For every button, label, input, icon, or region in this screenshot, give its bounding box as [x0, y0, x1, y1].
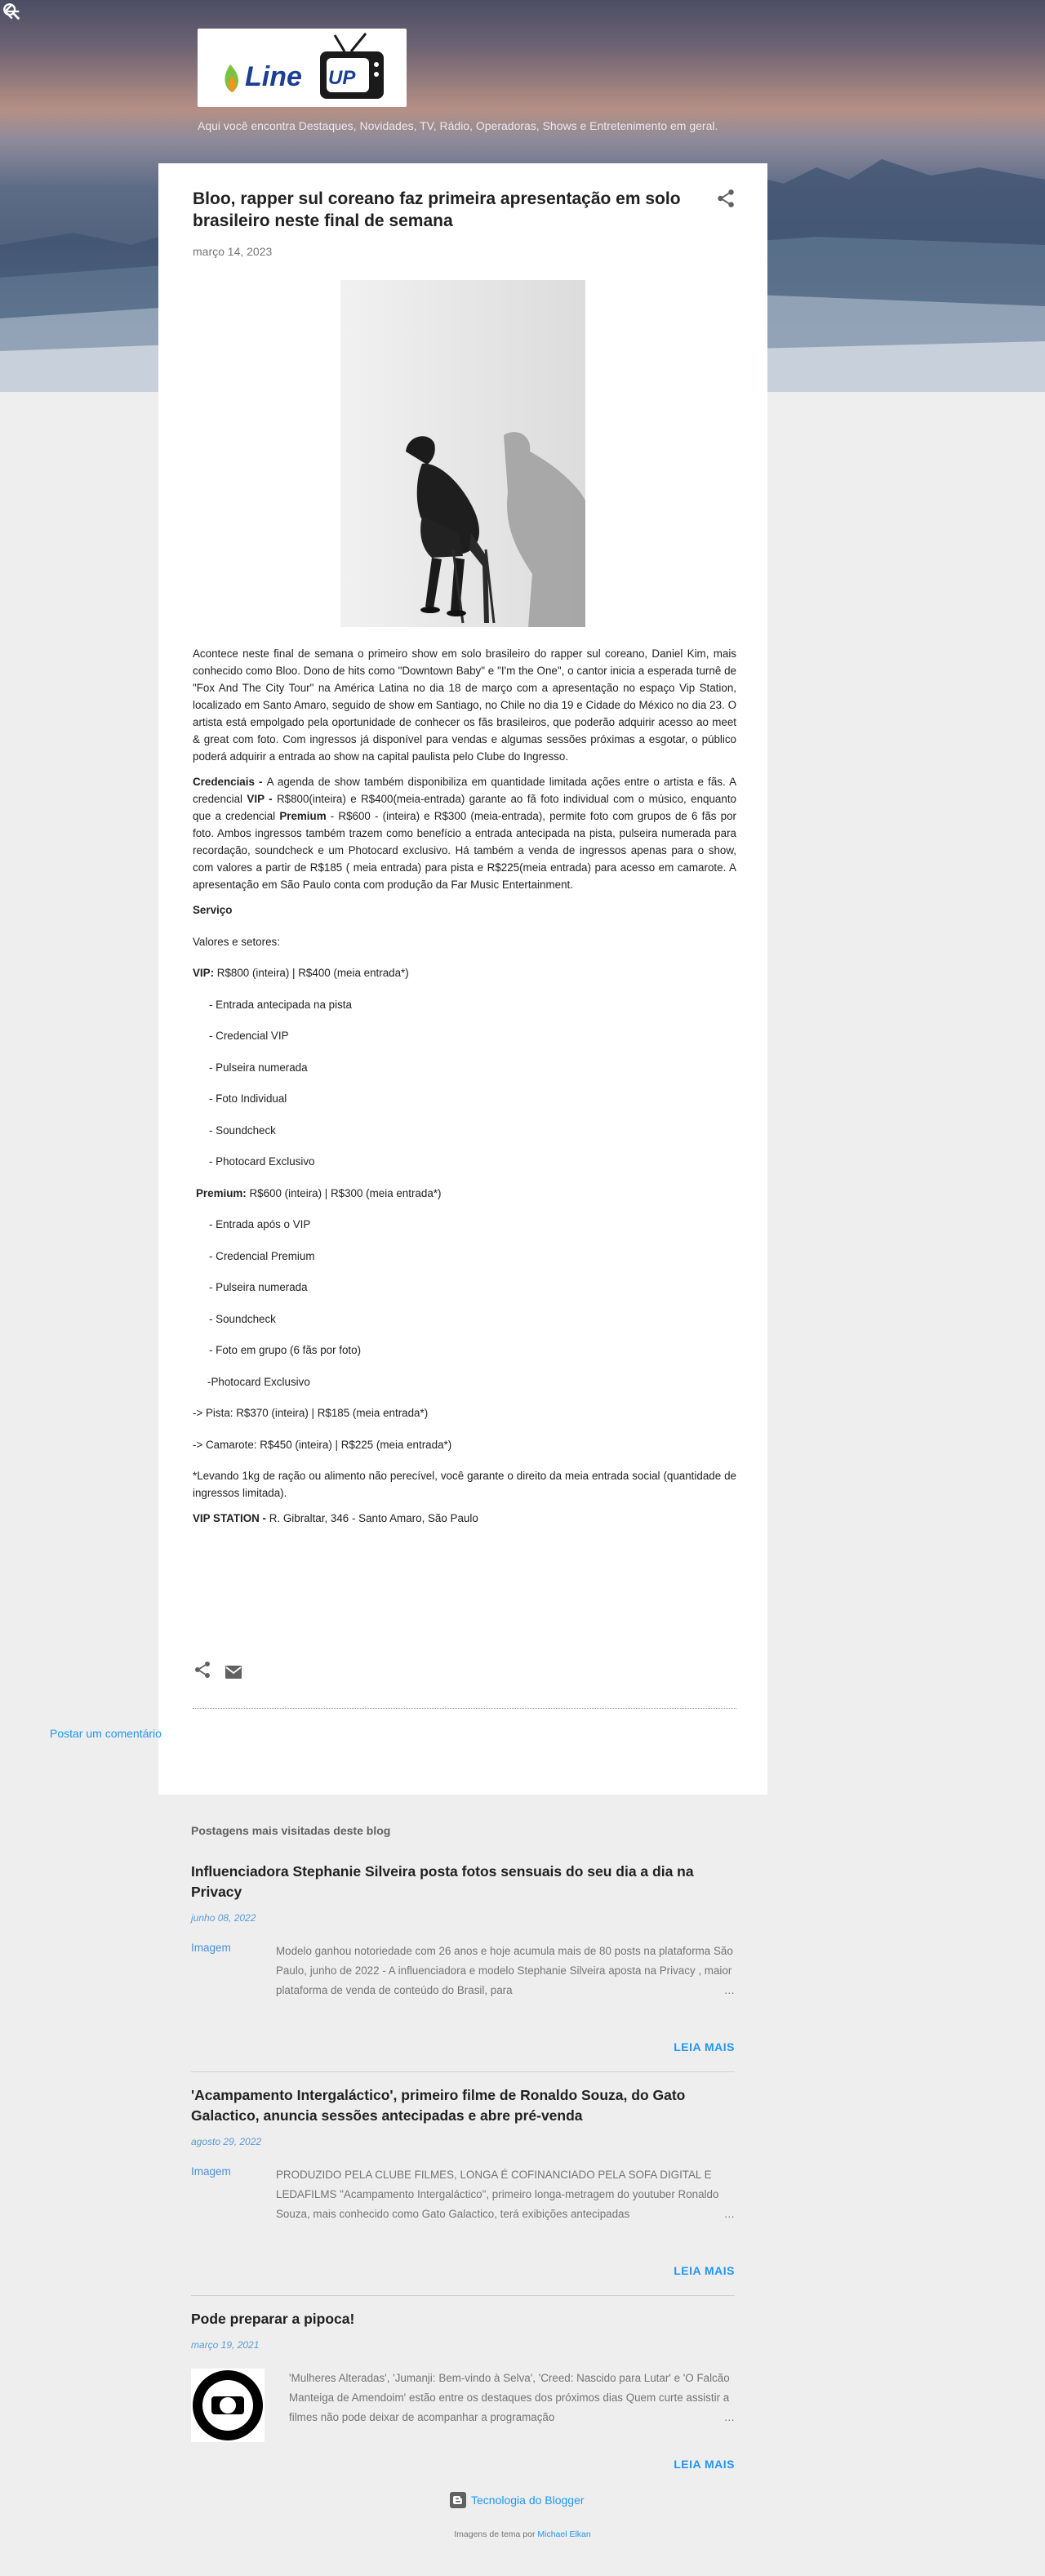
- blogger-label[interactable]: Tecnologia do Blogger: [471, 2494, 585, 2507]
- credenciais-text-c: - R$600 - (inteira) e R$300 (meia-entrada), permite foto com grupos de 6 fãs por foto. Ambos ingressos também trazem como benefício a entrada antecipada na pista, pulseira numerada para recordação, soundcheck e um Photocard exclusivo. Há também a venda de ingressos apenas para o show, com valores a partir de R$185 ( meia entrada) para pista e R$225(meia entrada) para acesso em camarote. A apresentação em São Paulo conta com produção da Far Music Entertainment.: [193, 810, 736, 891]
- post-title: Bloo, rapper sul coreano faz primeira apresentação em solo brasileiro neste final de semana: [193, 189, 681, 230]
- post-divider: [193, 1708, 736, 1709]
- post-photo[interactable]: [340, 280, 585, 627]
- read-more-link[interactable]: LEIA MAIS: [674, 2458, 735, 2471]
- vip-word: VIP -: [247, 793, 277, 805]
- popular-post-snippet: [289, 2369, 735, 2427]
- credenciais-text-b: R$800(inteira) e R$400(meia-entrada) garante ao fã foto individual com o músico, enquanto que a credencial: [193, 793, 736, 822]
- popular-post-title[interactable]: Pode preparar a pipoca!: [191, 2311, 355, 2327]
- post-body: [193, 645, 736, 1542]
- premium-item: - Soundcheck: [209, 1312, 276, 1325]
- popular-post-row: [191, 2369, 735, 2442]
- share-icon[interactable]: [193, 1660, 212, 1680]
- intro-paragraph: Acontece neste final de semana o primeiro show em solo brasileiro do rapper sul coreano, Daniel Kim, mais conhecido como Bloo. Dono de hits como "Downtown Baby" e "I'm the One", o cantor inicia a esperada turnê de "Fox And The City Tour" na América Latina no dia 18 de março com a apresentação no espaço Vip Station, localizado em Santo Amaro, seguido de show em Santiago, no Chile no dia 19 e Cidade do México no dia 23. O artista está empolgado pela oportunidade de conhecer os fãs brasileiros, que poderão adquirir acesso ao meet & great com foto. Com ingressos já disponível para vendas e algumas sessões próximas a esgotar, o público poderá adquirir a entrada ao show na capital paulista pelo Clube do Ingresso.: [193, 647, 736, 763]
- popular-post-snippet-text: 'Mulheres Alteradas', 'Jumanji: Bem-vindo à Selva', 'Creed: Nascido para Lutar' e 'O Falcão Manteiga de Amendoim' estão entre os destaques dos próximos dias Quem curte assistir a filmes não pode deixar de acompanhar a programação: [289, 2372, 730, 2423]
- ellipsis: …: [719, 2205, 735, 2224]
- svg-text:Line: Line: [245, 61, 302, 92]
- vip-item: - Foto Individual: [209, 1092, 287, 1105]
- vip-item: - Entrada antecipada na pista: [209, 998, 352, 1011]
- popular-post-date: março 19, 2021: [191, 2339, 260, 2351]
- premium-line: [193, 1185, 736, 1217]
- read-more-link[interactable]: LEIA MAIS: [674, 2040, 735, 2053]
- globo-logo-icon[interactable]: [191, 2369, 265, 2442]
- vip-item: - Pulseira numerada: [209, 1061, 308, 1074]
- logo-image: [198, 29, 407, 107]
- post-card: [158, 163, 767, 1795]
- vip-line: [193, 964, 736, 996]
- credenciais-paragraph: [193, 773, 736, 893]
- popular-post-snippet-text: PRODUZIDO PELA CLUBE FILMES, LONGA É COFINANCIADO PELA SOFA DIGITAL E LEDAFILMS "Acampamento Intergaláctico", primeiro longa-metragem do youtuber Ronaldo Souza, mais conhecido como Gato Galactico, terá exibições antecipadas: [276, 2169, 719, 2220]
- vip-label: VIP:: [193, 967, 215, 979]
- popular-post-snippet: [276, 1942, 735, 2000]
- popular-post-row: [191, 2165, 735, 2231]
- popular-post-row: [191, 1942, 735, 2007]
- premium-item: - Foto em grupo (6 fãs por foto): [209, 1344, 362, 1356]
- popular-post-thumbnail[interactable]: Imagem: [191, 1942, 231, 1954]
- vip-item: - Photocard Exclusivo: [209, 1155, 315, 1168]
- servico-heading: [193, 901, 736, 933]
- read-more-link[interactable]: LEIA MAIS: [674, 2264, 735, 2277]
- popular-post-item[interactable]: [191, 2085, 735, 2296]
- rapper-photo: [340, 280, 585, 627]
- popular-post-item[interactable]: [191, 2309, 735, 2480]
- popular-post-date: junho 08, 2022: [191, 1912, 256, 1924]
- credenciais-label: Credenciais -: [193, 776, 267, 788]
- premium-word: Premium: [279, 810, 327, 822]
- popular-post-snippet-text: Modelo ganhou notoriedade com 26 anos e hoje acumula mais de 80 posts na plataforma São Paulo, junho de 2022 - A influenciadora e modelo Stephanie Silveira aposta na Privacy , maior plataforma de venda de conteúdo do Brasil, para: [276, 1945, 733, 1996]
- camarote-line: -> Camarote: R$450 (inteira) | R$225 (meia entrada*): [193, 1438, 452, 1451]
- email-icon[interactable]: [224, 1664, 243, 1680]
- popular-posts: [191, 1821, 735, 2480]
- premium-label: Premium:: [196, 1186, 247, 1199]
- popular-heading: Postagens mais visitadas deste blog: [191, 1824, 391, 1837]
- vip-item: - Soundcheck: [209, 1123, 276, 1137]
- popular-post-thumbnail[interactable]: Imagem: [191, 2165, 231, 2178]
- premium-item: - Credencial Premium: [209, 1249, 315, 1262]
- popular-post-snippet: [276, 2165, 735, 2224]
- site-logo[interactable]: [198, 29, 407, 107]
- post-date: março 14, 2023: [193, 245, 273, 258]
- premium-price: R$600 (inteira) | R$300 (meia entrada*): [246, 1186, 442, 1199]
- vip-item: - Credencial VIP: [209, 1030, 289, 1042]
- servico-label: Serviço: [193, 904, 233, 916]
- popular-post-title[interactable]: Influenciadora Stephanie Silveira posta fotos sensuais do seu dia a dia na Privacy: [191, 1863, 694, 1900]
- blogger-link[interactable]: [450, 2492, 585, 2508]
- svg-text:UP: UP: [328, 67, 356, 89]
- popular-post-item[interactable]: [191, 1862, 735, 2072]
- popular-post-date: agosto 29, 2022: [191, 2136, 262, 2147]
- blogger-icon: [450, 2492, 466, 2508]
- post-comment-link[interactable]: Postar um comentário: [50, 1727, 162, 1740]
- valores-line: Valores e setores:: [193, 935, 280, 948]
- ellipsis: …: [719, 1981, 735, 2000]
- theme-author-link[interactable]: Michael Elkan: [537, 2529, 591, 2539]
- ellipsis: …: [719, 2408, 735, 2427]
- vip-price: R$800 (inteira) | R$400 (meia entrada*): [214, 967, 409, 979]
- theme-credit-prefix: Imagens de tema por: [454, 2529, 538, 2539]
- premium-item: - Entrada após o VIP: [209, 1218, 311, 1230]
- site-tagline: Aqui você encontra Destaques, Novidades, TV, Rádio, Operadoras, Shows e Entretenimento em geral.: [198, 119, 718, 132]
- venue-line: [193, 1510, 736, 1542]
- share-icon[interactable]: [715, 188, 736, 209]
- venue-label: VIP STATION -: [193, 1512, 269, 1524]
- premium-item: -Photocard Exclusivo: [207, 1375, 310, 1388]
- credenciais-text-a: A agenda de show também disponibiliza em quantidade limitada ações entre o artista e fãs. A credencial: [193, 776, 737, 805]
- theme-credit: [0, 2529, 1045, 2539]
- venue-address: R. Gibraltar, 346 - Santo Amaro, São Paulo: [269, 1512, 478, 1524]
- pista-line: -> Pista: R$370 (inteira) | R$185 (meia entrada*): [193, 1407, 429, 1419]
- popular-post-title[interactable]: 'Acampamento Intergaláctico', primeiro filme de Ronaldo Souza, do Gato Galactico, anuncia sessões antecipadas e abre pré-venda: [191, 2087, 686, 2124]
- premium-item: - Pulseira numerada: [209, 1281, 308, 1293]
- search-icon[interactable]: [0, 0, 23, 23]
- nota-paragraph: *Levando 1kg de ração ou alimento não perecível, você garante o direito da meia entrada social (quantidade de ingressos limitada).: [193, 1470, 736, 1499]
